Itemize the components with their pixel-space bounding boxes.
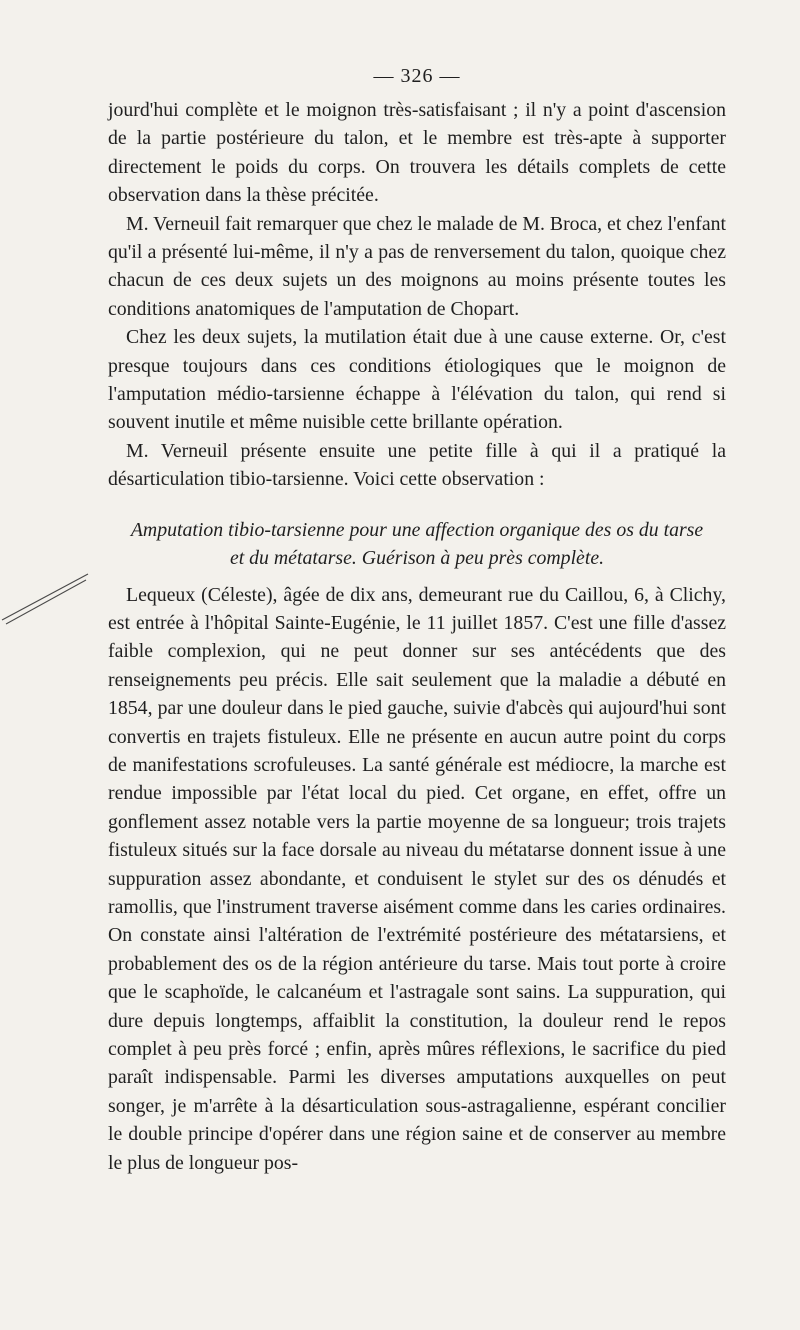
paragraph: Chez les deux sujets, la mutilation était due à une cause externe. Or, c'est presque toujours dans ces conditions étiologiques que le moignon de l'amputation médio-tarsienne échappe à l'élévation du talon, qui rend si souvent inutile et même nuisible cette brillante opération.	[108, 326, 726, 434]
bottom-text-block	[108, 581, 726, 1178]
section-heading	[108, 516, 726, 573]
page-number: — 326 —	[373, 65, 461, 87]
paragraph: M. Verneuil présente ensuite une petite fille à qui il a pratiqué la désarticulation tibio-tarsienne. Voici cette observation :	[108, 439, 726, 491]
pen-mark	[0, 570, 90, 630]
top-text-block	[108, 96, 726, 494]
paragraph: jourd'hui complète et le moignon très-satisfaisant ; il n'y a point d'ascension de la partie postérieure du talon, et le membre est très-apte à supporter directement le poids du corps. On trouvera les détails complets de cette observation dans la thèse précitée.	[108, 99, 726, 207]
paragraph: M. Verneuil fait remarquer que chez le malade de M. Broca, et chez l'enfant qu'il a présenté lui-même, il n'y a pas de renversement du talon, quoique chez chacun de ces deux sujets un des moignons au moins présente toutes les conditions anatomiques de l'amputation de Chopart.	[108, 212, 726, 320]
section-heading-line: Amputation tibio-tarsienne pour une affection organique des os du tarse	[130, 518, 704, 541]
document-page	[108, 62, 726, 1177]
section-heading-line: et du métatarse. Guérison à peu près complète.	[229, 547, 605, 570]
paragraph: Lequeux (Céleste), âgée de dix ans, demeurant rue du Caillou, 6, à Clichy, est entrée à l'hôpital Sainte-Eugénie, le 11 juillet 1857. C'est une fille d'assez faible complexion, qui ne peut donner sur ses antécédents que des renseignements peu précis. Elle sait seulement que la maladie a débuté en 1854, par une douleur dans le pied gauche, suivie d'abcès qui aujourd'hui sont convertis en trajets fistuleux. Elle ne présente en aucun autre point du corps de manifestations scrofuleuses. La santé générale est médiocre, la marche est rendue impossible par l'état local du pied. Cet organe, en effet, offre un gonflement assez notable vers la partie moyenne de sa longueur; trois trajets fistuleux situés sur la face dorsale au niveau du métatarse donnent issue à une suppuration assez abondante, et conduisent le stylet sur des os dénudés et ramollis, que l'instrument traverse aisément comme dans les caries ordinaires. On constate ainsi l'altération de l'extrémité postérieure des métatarsiens, et probablement des os de la région antérieure du tarse. Mais tout porte à croire que le scaphoïde, le calcanéum et l'astragale sont sains. La suppuration, qui dure depuis longtemps, affaiblit la constitution, la douleur rend le repos complet à peu près forcé ; enfin, après mûres réflexions, le sacrifice du pied paraît indispensable. Parmi les diverses amputations auxquelles on peut songer, je m'arrête à la désarticulation sous-astragalienne, espérant concilier le double principe d'opérer dans une région saine et de conserver au membre le plus de longueur pos-	[108, 583, 726, 1174]
